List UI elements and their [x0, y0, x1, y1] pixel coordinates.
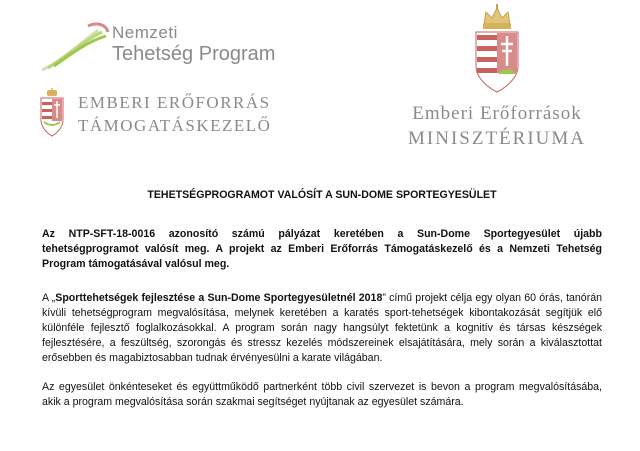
ntp-logo-line1: Nemzeti: [112, 23, 178, 42]
intro-paragraph: Az NTP-SFT-18-0016 azonosító számú pályázat keretében a Sun-Dome Sportegyesület újabb tehetségprogramot valósít meg. A projekt az Emberi Erőforrás Támogatáskezelő és a Nemzeti Tehetség Program támogatásával valósul meg.: [42, 228, 602, 270]
project-description: ” című projekt célja egy olyan 60 órás, tanórán kívüli tehetségprogram megvalósítása, melynek keretében a karatés sport-tehetségek kibontakozását segítjük elő különféle fejlesztő foglalkozásokkal. A program során nagy hangsúlyt fektetünk a kognitív és társas készségek fejlesztésére, a feszültség, szorongás és stressz kezelés módszereinek elsajátítására, mely során a kiválasztottat erősebben és magabiztosabban tudnak érvényesülni a karate világában.: [42, 292, 603, 364]
document-body: [42, 188, 602, 424]
quote-open: A „: [42, 292, 56, 304]
emet-logo-line1: EMBERI ERŐFORRÁS: [78, 93, 271, 112]
green-swoosh-logo: [40, 22, 112, 74]
emet-logo-line2: TÁMOGATÁSKEZELŐ: [78, 116, 272, 135]
project-title: Sporttehetségek fejlesztése a Sun-Dome Sportegyesületnél 2018: [55, 292, 383, 304]
ntp-logo: [40, 22, 290, 74]
emmi-logo-line2: MINISZTÉRIUMA: [408, 128, 586, 149]
coat-of-arms-icon: [472, 4, 522, 96]
emmi-logo: [384, 4, 614, 154]
coat-of-arms-icon: [38, 88, 66, 140]
partners-paragraph: Az egyesület önkénteseket és együttműködő partnerként több civil szervezet is bevon a program megvalósításába, akik a program megvalósítása során szakmai segítséget nyújtanak az egyesület számára.: [42, 381, 602, 408]
document-title: TEHETSÉGPROGRAMOT VALÓSÍT A SUN-DOME SPORTEGYESÜLET: [147, 189, 497, 201]
project-paragraph: [42, 291, 602, 366]
ntp-logo-line2: Tehetség Program: [112, 43, 276, 65]
emmi-logo-line1: Emberi Erőforrások: [412, 103, 582, 124]
emet-logo: [38, 88, 288, 144]
